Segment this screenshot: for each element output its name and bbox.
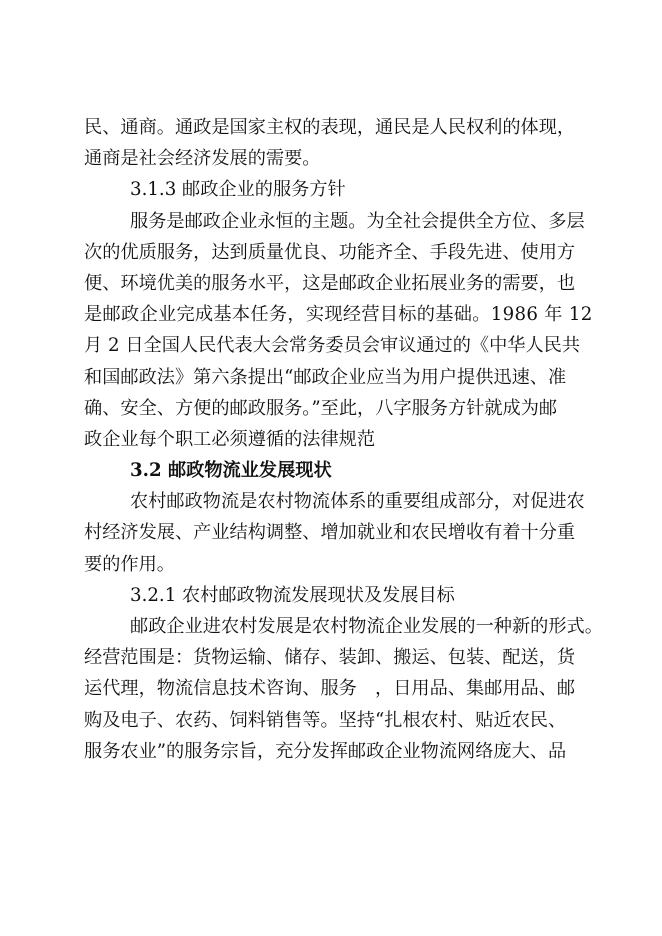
section-heading-3-2: 3.2 邮政物流业发展现状 xyxy=(130,460,332,482)
paragraph-line: 和国邮政法》第六条提出“邮政企业应当为用户提供迅速、准 xyxy=(84,366,567,388)
section-heading-3-2-1: 3.2.1 农村邮政物流发展现状及发展目标 xyxy=(130,584,455,606)
paragraph-line: 购及电子、农药、饲料销售等。坚持“扎根农村、贴近农民、 xyxy=(84,709,567,731)
paragraph-line: 农村邮政物流是农村物流体系的重要组成部分，对促进农 xyxy=(130,491,585,513)
paragraph-line: 民、通商。通政是国家主权的表现，通民是人民权利的体现， xyxy=(84,117,576,138)
paragraph-line: 经营范围是：货物运输、储存、装卸、搬运、包装、配送，货 xyxy=(84,647,576,669)
paragraph-line: 便、环境优美的服务水平，这是邮政企业拓展业务的需要，也 xyxy=(84,272,576,294)
section-heading-3-1-3: 3.1.3 邮政企业的服务方针 xyxy=(130,179,346,201)
paragraph-line: 是邮政企业完成基本任务，实现经营目标的基础。1986 年 12 xyxy=(84,304,593,326)
paragraph-line: 确、安全、方便的邮政服务。”至此，八字服务方针就成为邮 xyxy=(84,397,558,419)
paragraph-line: 运代理，物流信息技术咨询、服务 ，日用品、集邮用品、邮 xyxy=(84,678,576,700)
paragraph-line: 村经济发展、产业结构调整、增加就业和农民增收有着十分重 xyxy=(84,522,576,544)
paragraph-line: 通商是社会经济发展的需要。 xyxy=(84,148,321,170)
paragraph-line: 要的作用。 xyxy=(84,553,175,575)
paragraph-line: 月 2 日全国人民代表大会常务委员会审议通过的《中华人民共 xyxy=(84,335,581,357)
paragraph-line: 次的优质服务，达到质量优良、功能齐全、手段先进、使用方 xyxy=(84,241,576,263)
paragraph-line: 政企业每个职工必须遵循的法律规范 xyxy=(84,428,376,450)
paragraph-line: 服务是邮政企业永恒的主题。为全社会提供全方位、多层 xyxy=(130,210,585,232)
document-body xyxy=(84,112,603,767)
paragraph-line: 服务农业”的服务宗旨，充分发挥邮政企业物流网络庞大、品 xyxy=(84,740,567,762)
paragraph-line: 邮政企业进农村发展是农村物流企业发展的一种新的形式。 xyxy=(130,616,603,637)
